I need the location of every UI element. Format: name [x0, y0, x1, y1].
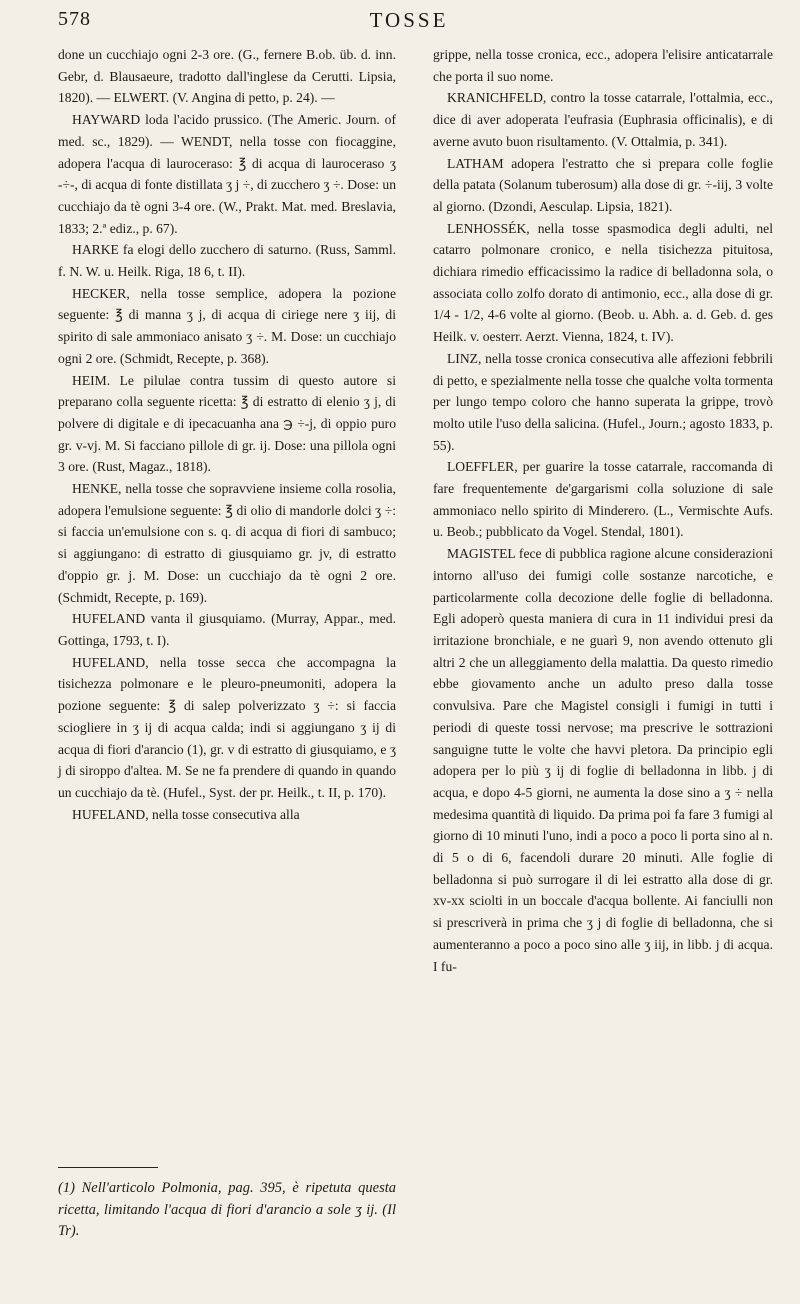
paragraph-continuation: done un cucchiajo ogni 2-3 ore. (G., fernere B.ob. üb. d. inn. Gebr, d. Blausaeure, tradotto dall'inglese da Cerutti. Lipsia, 1820). — ELWERT. (V. Angina di petto, p. 24). — — [58, 47, 396, 106]
entry-hecker: HECKER, nella tosse semplice, adopera la pozione seguente: ℥ di manna ʒ j, di acqua di ciriege nere ʒ iij, di spirito di sale ammoniaco anisato ʒ ÷. M. Dose: un cucchiajo ogni 2 ore. (Schmidt, Recepte, p. 368). — [58, 285, 396, 366]
entry-harke: HARKE fa elogi dello zucchero di saturno. (Russ, Samml. f. N. W. u. Heilk. Riga, 18 6, t. II). — [58, 242, 396, 280]
entry-kranichfeld: KRANICHFELD, contro la tosse catarrale, l'ottalmia, ecc., dice di aver adoperata l'eufrasia (Euphrasia officinalis), e di averne avuto buon risultamento. (V. Ottalmia, p. 341). — [433, 90, 773, 149]
page-number: 578 — [58, 8, 91, 30]
entry-hayward-wendt: HAYWARD loda l'acido prussico. (The Americ. Journ. of med. sc., 1829). — WENDT, nella tosse con fiocaggine, adopera l'acqua di lauroceraso: ℥ di acqua di lauroceraso ʒ -÷-, di acqua di fonte distillata ʒ j ÷, di zucchero ʒ ÷. Dose: un cucchiajo da tè ogni 3-4 ore. (W., Prakt. Mat. med. Breslavia, 1833; 2.ª ediz., p. 67). — [58, 112, 396, 236]
footnote: (1) Nell'articolo Polmonia, pag. 395, è ripetuta questa ricetta, limitando l'acqua di fiori d'arancio a sole ʒ ij. (Il Tr). — [58, 1180, 396, 1240]
entry-latham: LATHAM adopera l'estratto che si prepara colle foglie della patata (Solanum tuberosum) alla dose di gr. ÷-iij, 3 volte al giorno. (Dzondi, Aesculap. Lipsia, 1821). — [433, 155, 773, 214]
paragraph-continuation: grippe, nella tosse cronica, ecc., adopera l'elisire anticatarrale che porta il suo nome. — [433, 47, 773, 84]
entry-magistel: MAGISTEL fece di pubblica ragione alcune considerazioni intorno all'uso dei fumigi colle sostanze narcotiche, e particolarmente colla decozione delle foglie di belladonna. Egli adoperò questa maniera di cura in 11 individui presi da irritazione bronchiale, e ne guarì 9, non avendo ottenuto gli altri 2 che un alleggiamento della malattia. Da questo rimedio ebbe giovamento anche un adulto preso dalla tosse convulsiva. Pare che Magistel consigli i fumigi in tutti i periodi di queste tossi nervose; ma prescrive le sottrazioni sanguigne tutte le volte che havvi pletora. Da principio egli adopera per lo più ʒ ij di foglie di belladonna in libb. j di acqua, e dopo 4-5 giorni, ne aumenta la dose sino a ʒ ÷ nella medesima quantità di liquido. Da prima poi fa fare 3 fumigi al giorno di 10 minuti l'uno, indi a poco a poco li porta sino al n. di 5 o di 6, facendoli durare 20 minuti. Alle foglie di belladonna si può surrogare il di lei estratto alla dose di gr. xv-xx sciolti in un boccale d'acqua bollente. Ai fanciulli non si prescriverà in prima che ʒ j di foglie di belladonna, che si aumenteranno a poco a poco sino alle ʒ iij, in libb. j di acqua. I fu- — [433, 546, 773, 974]
entry-hufeland-giusquiamo: HUFELAND vanta il giusquiamo. (Murray, Appar., med. Gottinga, 1793, t. I). — [58, 611, 396, 648]
entry-henke: HENKE, nella tosse che sopravviene insieme colla rosolia, adopera l'emulsione seguente: ℥ di olio di mandorle dolci ʒ ÷: si faccia un'emulsione con s. q. di acqua di fiori di sambuco; si aggiungano: di estratto di giusquiamo gr. jv, di estratto d'oppio gr. j. M. Dose: un cucchiajo da tè ogni 2 ore. (Schmidt, Recepte, p. 169). — [58, 481, 396, 605]
right-column — [433, 44, 773, 977]
running-title: TOSSE — [369, 8, 449, 32]
entry-heim: HEIM. Le pilulae contra tussim di questo autore si preparano colla seguente ricetta: ℥ di estratto di elenio ʒ j, di polvere di digitale e di ipecacuanha ana ℈ ÷-j, di oppio puro gr. v-vj. M. Si facciano pillole di gr. ij. Dose: una pillola ogni 3 ore. (Rust, Magaz., 1818). — [58, 372, 396, 475]
footnote-divider — [58, 1167, 158, 1168]
entry-hufeland-consecutiva: HUFELAND, nella tosse consecutiva alla — [72, 806, 300, 822]
entry-linz: LINZ, nella tosse cronica consecutiva alle affezioni febbrili di petto, e spezialmente nella tosse che qualche volta tormenta per lungo tempo coloro che hanno superata la grippe, trovò molto utile l'uso della salicina. (Hufel., Journ.; agosto 1833, p. 55). — [433, 350, 773, 453]
entry-hufeland-tosse-secca: HUFELAND, nella tosse secca che accompagna la tisichezza polmonare e le pleuro-pneumoniti, adopera la pozione seguente: ℥ di salep polverizzato ʒ ÷: si faccia sciogliere in ʒ ij di acqua calda; indi si aggiungano ʒ ij di acqua di fiori d'arancio (1), gr. v di estratto di giusquiamo, e ʒ j di siroppo d'altea. M. Se ne fa prendere di quando in quando un cucchiajo da tè. (Hufel., Syst. der pr. Heilk., t. II, p. 170). — [58, 654, 396, 800]
page-header — [58, 8, 760, 34]
left-column — [58, 44, 396, 825]
entry-lenhossek: LENHOSSÉK, nella tosse spasmodica degli adulti, nel catarro polmonare cronico, e nella tisichezza pituitosa, dichiara rimedio efficacissimo la radice di belladonna sola, o associata collo zolfo dorato di antimonio, ecc., alla dose di gr. 1/4 - 1/2, 4-6 volte al giorno. (Beob. u. Abh. a. d. Geb. d. ges Heilk. v. oesterr. Aerzt. Vienna, 1824, t. IV). — [433, 220, 773, 345]
entry-loeffler: LOEFFLER, per guarire la tosse catarrale, raccomanda di fare frequentemente de'gargarismi colla soluzione di sale ammoniaco nello spirito di Minderero. (L., Vermischte Aufs. u. Beob.; pubblicato da Vogel. Stendal, 1801). — [433, 459, 773, 540]
